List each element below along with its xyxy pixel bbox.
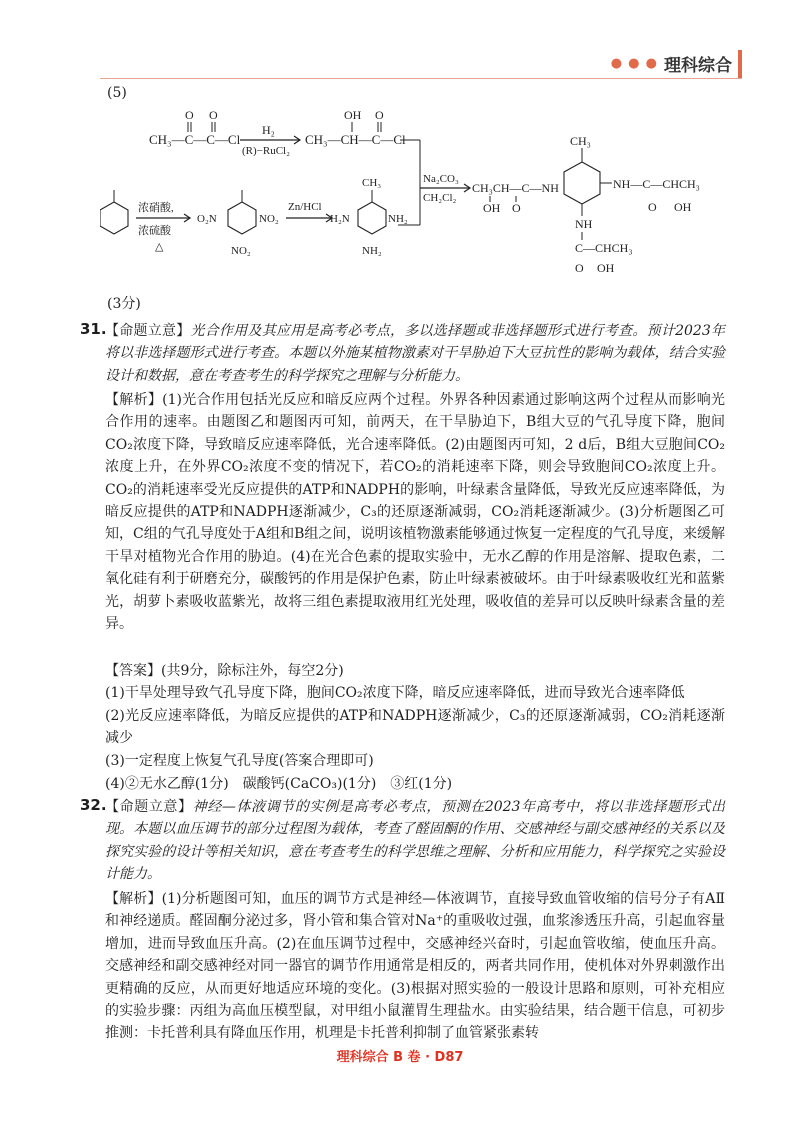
synthesis-scheme	[100, 100, 740, 295]
part-label: (5)	[107, 85, 127, 101]
question-31-number: 31.	[80, 320, 107, 338]
final-left-chain: CH₃CH—C—NH	[472, 181, 559, 195]
q32-analysis-label: 【解析】	[105, 891, 162, 907]
header-rule	[100, 78, 742, 79]
q31-intent-text: 光合作用及其应用是高考必考点，多以选择题或非选择题形式进行考查。预计2023年将以非选择题形式进行考查。本题以外施某植物激素对干旱胁迫下大豆抗性的影响为载体，结合实验设计和数据，意在考查考生的科学探究之理解与分析能力。	[105, 323, 725, 384]
q32-intent	[105, 796, 725, 886]
q32-analysis-text: (1)分析题图可知，血压的调节方式是神经—体液调节，直接导致血管收缩的信号分子有AⅡ和神经递质。醛固酮分泌过多，肾小管和集合管对Na⁺的重吸收过强，血浆渗透压升高，引起血容量增加，进而导致血压升高。(2)在血压调节过程中，交感神经兴奋时，引起血管收缩，使血压升高。交感神经和副交感神经对同一器官的调节作用通常是相反的，两者共同作用，使机体对外界刺激作出更精确的反应，从而更好地适应环境的变化。(3)根据对照实验的一般设计思路和原则，可补充相应的实验步骤：丙组为高血压模型鼠，对甲组小鼠灌胃生理盐水。由实验结果，结合题干信息，可初步推测：卡托普利具有降血压作用，机理是卡托普利抑制了血管紧张素转	[105, 891, 725, 1042]
q31-intent	[105, 320, 725, 387]
header-accent-bar	[738, 50, 742, 78]
final-bottom-chain: C—CHCH₃	[575, 241, 633, 255]
q31-analysis-label: 【解析】	[105, 392, 163, 408]
hydroxy-acid-chloride-structure	[305, 108, 406, 147]
reagent-h2: H₂	[262, 123, 275, 137]
reagent-nitric-acid: 浓硝酸,	[138, 202, 174, 214]
final-product-structure	[472, 134, 700, 275]
hydroxy-product-formula: CH₃—CH—C—Cl	[305, 132, 406, 147]
q31-answer-label: 【答案】	[105, 663, 161, 679]
q31-answer-note: (共9分，除标注外，每空2分)	[161, 663, 344, 679]
final-bottom-o: O	[575, 261, 584, 275]
reagent-na2co3: Na₂CO₃	[423, 173, 459, 185]
q31-intent-label: 【命题立意】	[105, 323, 191, 339]
q31-answer-4: (4)②无水乙醇(1分) 碳酸钙(CaCO₃)(1分) ③红(1分)	[105, 776, 453, 792]
reagent-zn-hcl: Zn/HCl	[288, 201, 322, 213]
heat-symbol: △	[155, 241, 164, 253]
q31-answer-2: (2)光反应速率降低，为暗反应提供的ATP和NADPH逐渐减少，C₃的还原逐渐减弱，CO₂消耗逐渐减少	[105, 708, 725, 747]
final-right-o: O	[648, 200, 657, 214]
q31-analysis	[105, 389, 725, 635]
question-32-number: 32.	[80, 796, 107, 814]
triamine-ch3: CH₃	[362, 177, 382, 189]
reagent-sulfuric-acid: 浓硫酸	[138, 225, 171, 237]
header-dots-icon: ● ● ●	[610, 55, 658, 71]
running-header	[611, 50, 732, 76]
q32-intent-text: 神经—体液调节的实例是高考必考点，预测在2023年高考中，将以非选择题形式出现。本题以血压调节的部分过程图为载体，考查了醛固酮的作用、交感神经与副交感神经的关系以及探究实验的设计等相关知识，意在考查考生的科学思维之理解、分析和应用能力，科学探究之实验设计能力。	[105, 799, 725, 883]
triamine-nh2-right: NH₂	[388, 213, 408, 225]
trinitrotoluene-structure	[197, 190, 279, 257]
final-left-oh: OH	[483, 201, 501, 215]
reagent-ch2cl2: CH₂Cl₂	[423, 192, 457, 204]
q31-answer-3: (3)一定程度上恢复气孔导度(答案合理即可)	[105, 753, 374, 769]
q31-analysis-text: (1)光合作用包括光反应和暗反应两个过程。外界各种因素通过影响这两个过程从而影响光合作用的速率。由题图乙和题图丙可知，前两天，在干旱胁迫下，B组大豆的气孔导度下降，胞间CO₂浓度下降，导致暗反应速率降低，光合速率降低。(2)由题图丙可知，2 d后，B组大豆胞间CO₂浓度上升，在外界CO₂浓度不变的情况下，若CO₂的消耗速率下降，则会导致胞间CO₂浓度上升。CO₂的消耗速率受光反应提供的ATP和NADPH的影响，叶绿素含量降低，导致光反应速率降低，为暗反应提供的ATP和NADPH逐渐减少，C₃的还原逐渐减弱，CO₂消耗逐渐减少。(3)分析题图乙可知，C组的气孔导度处于A组和B组之间，说明该植物激素能够通过恢复一定程度的气孔导度，来缓解干旱对植物光合作用的胁迫。(4)在光合色素的提取实验中，无水乙醇的作用是溶解、提取色素，二氧化硅有利于研磨充分，碳酸钙的作用是保护色素，防止叶绿素被破坏。由于叶绿素吸收红光和蓝紫光，胡萝卜素吸收蓝紫光，故将三组色素提取液用红光处理，吸收值的差异可以反映叶绿素含量的差异。	[105, 392, 725, 633]
final-left-o: O	[512, 201, 521, 215]
product-oh-label: OH	[344, 108, 362, 122]
acyl-o-label: O	[185, 108, 194, 122]
final-bottom-nh: NH	[575, 217, 593, 231]
q31-answer-1: (1)干旱处理导致气孔导度下降，胞间CO₂浓度下降，暗反应速率降低，进而导致光合速率降低	[105, 685, 685, 701]
acyl-formula: CH₃—C—C—Cl	[149, 132, 241, 147]
q32-intent-label: 【命题立意】	[105, 799, 193, 815]
final-right-chain: NH—C—CHCH₃	[613, 177, 700, 191]
triamine-nh2-bottom: NH₂	[362, 245, 382, 257]
final-right-oh: OH	[674, 200, 692, 214]
acyl-chloride-structure	[149, 108, 241, 147]
part5-score: (3分)	[107, 296, 141, 312]
q31-answer-header	[105, 660, 725, 682]
tnt-no2-bottom: NO₂	[231, 245, 251, 257]
acyl-o-label-2: O	[209, 108, 218, 122]
page-footer: 理科综合 B 卷 · D87	[336, 1050, 464, 1065]
tnt-o2n-left: O₂N	[197, 213, 217, 225]
reagent-ru-catalyst: (R)−RuCl₂	[242, 145, 290, 157]
triamine-h2n-left: H₂N	[330, 213, 350, 225]
q32-analysis	[105, 888, 725, 1045]
triaminotoluene-structure	[330, 177, 408, 257]
final-bottom-oh: OH	[597, 261, 615, 275]
header-title: 理科综合	[664, 55, 732, 76]
final-ch3: CH₃	[570, 134, 591, 148]
product-o-label: O	[375, 108, 384, 122]
toluene-structure	[100, 190, 128, 234]
tnt-no2-right: NO₂	[259, 213, 279, 225]
